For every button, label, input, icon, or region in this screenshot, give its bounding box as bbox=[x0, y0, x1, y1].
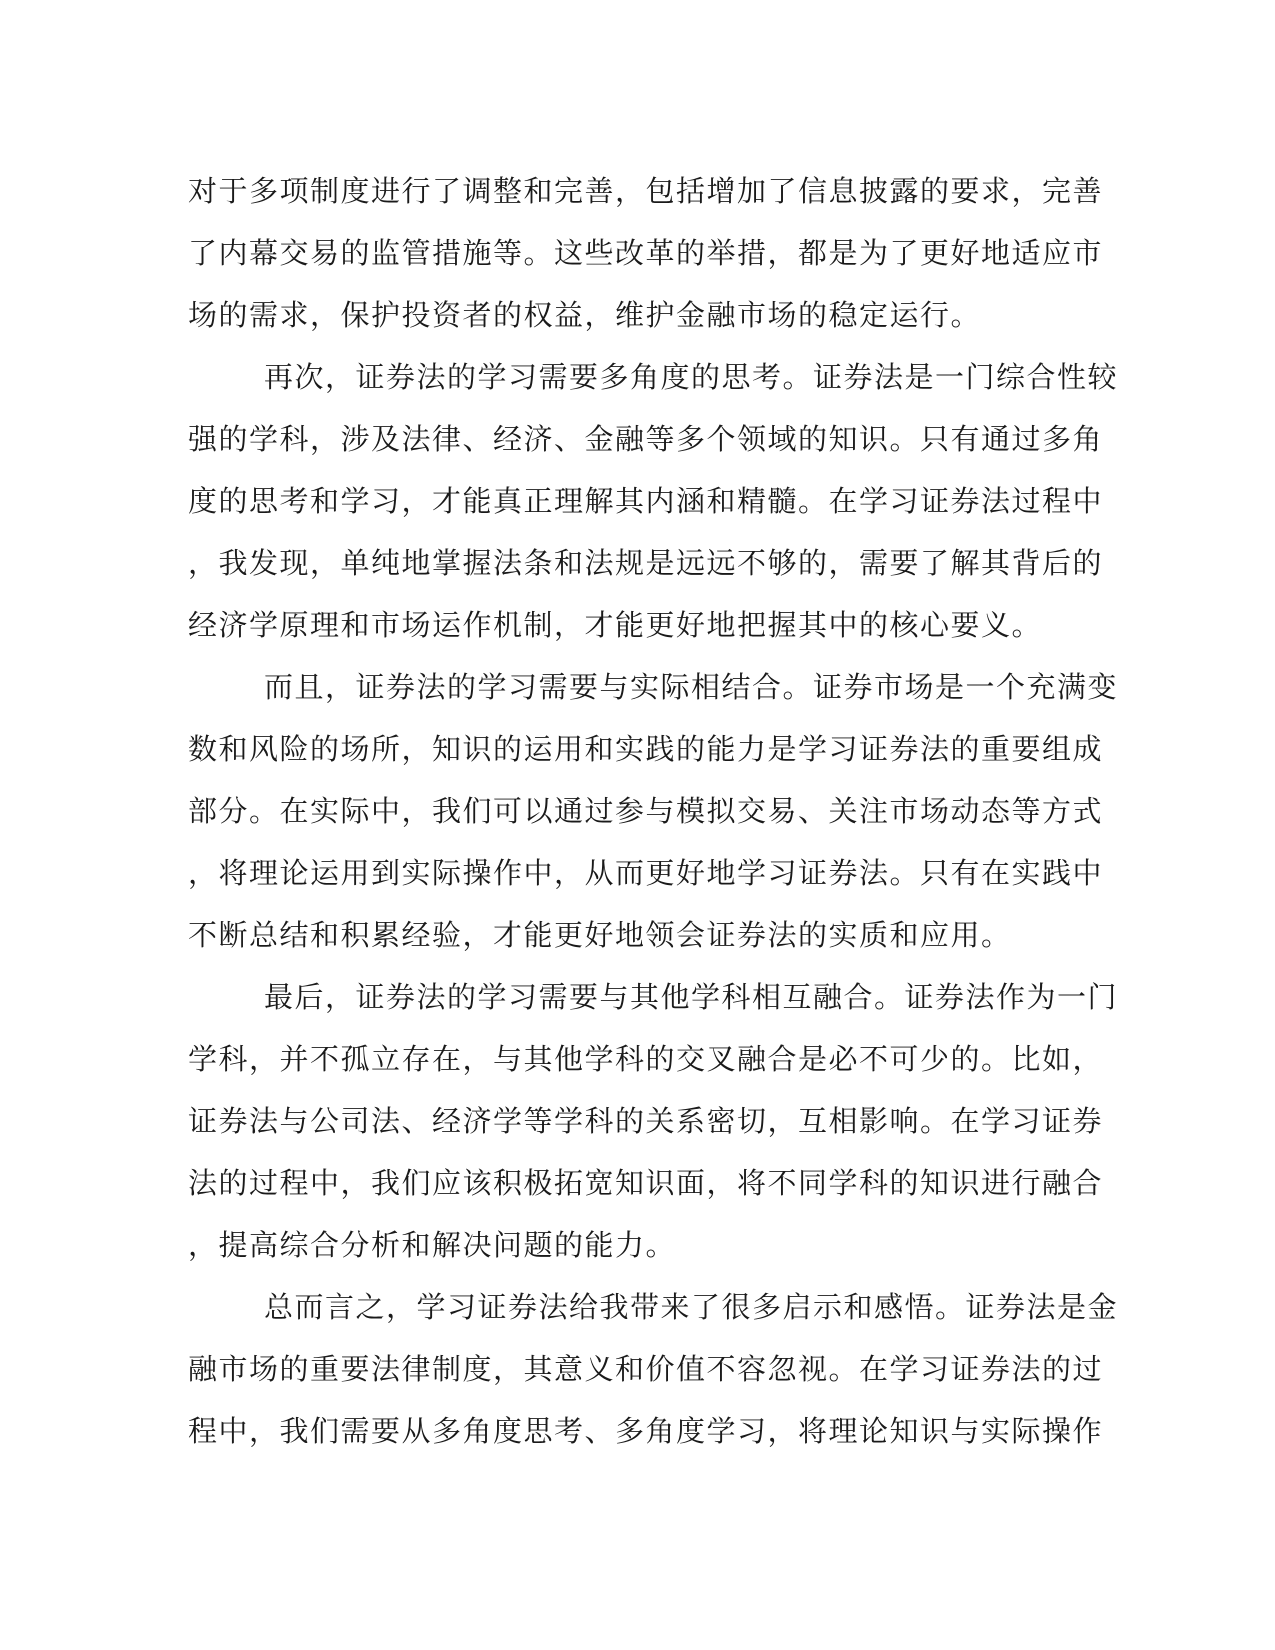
text-line: ，将理论运用到实际操作中，从而更好地学习证券法。只有在实践中 bbox=[188, 856, 1104, 890]
text-line: 度的思考和学习，才能真正理解其内涵和精髓。在学习证券法过程中 bbox=[188, 484, 1104, 518]
text-line: 融市场的重要法律制度，其意义和价值不容忽视。在学习证券法的过 bbox=[188, 1352, 1104, 1386]
text-line: 强的学科，涉及法律、经济、金融等多个领域的知识。只有通过多角 bbox=[188, 422, 1104, 456]
paragraph-first-line: 最后，证券法的学习需要与其他学科相互融合。证券法作为一门 bbox=[264, 980, 1119, 1014]
text-line: 证券法与公司法、经济学等学科的关系密切，互相影响。在学习证券 bbox=[188, 1104, 1104, 1138]
text-line: 部分。在实际中，我们可以通过参与模拟交易、关注市场动态等方式 bbox=[188, 794, 1104, 828]
text-line: 场的需求，保护投资者的权益，维护金融市场的稳定运行。 bbox=[188, 298, 982, 332]
text-line: 法的过程中，我们应该积极拓宽知识面，将不同学科的知识进行融合 bbox=[188, 1166, 1104, 1200]
text-line: 对于多项制度进行了调整和完善，包括增加了信息披露的要求，完善 bbox=[188, 174, 1104, 208]
body-text bbox=[188, 160, 1119, 1462]
text-line: 不断总结和积累经验，才能更好地领会证券法的实质和应用。 bbox=[188, 918, 1012, 952]
text-line: 数和风险的场所，知识的运用和实践的能力是学习证券法的重要组成 bbox=[188, 732, 1104, 766]
text-line: 经济学原理和市场运作机制，才能更好地把握其中的核心要义。 bbox=[188, 608, 1043, 642]
paragraph-first-line: 再次，证券法的学习需要多角度的思考。证券法是一门综合性较 bbox=[264, 360, 1119, 394]
text-line: ，提高综合分析和解决问题的能力。 bbox=[188, 1228, 677, 1262]
text-line: ，我发现，单纯地掌握法条和法规是远远不够的，需要了解其背后的 bbox=[188, 546, 1104, 580]
paragraph-first-line: 而且，证券法的学习需要与实际相结合。证券市场是一个充满变 bbox=[264, 670, 1119, 704]
paragraph-first-line: 总而言之，学习证券法给我带来了很多启示和感悟。证券法是金 bbox=[264, 1290, 1119, 1324]
text-line: 了内幕交易的监管措施等。这些改革的举措，都是为了更好地适应市 bbox=[188, 236, 1104, 270]
text-line: 学科，并不孤立存在，与其他学科的交叉融合是必不可少的。比如， bbox=[188, 1042, 1104, 1076]
text-line: 程中，我们需要从多角度思考、多角度学习，将理论知识与实际操作 bbox=[188, 1414, 1104, 1448]
